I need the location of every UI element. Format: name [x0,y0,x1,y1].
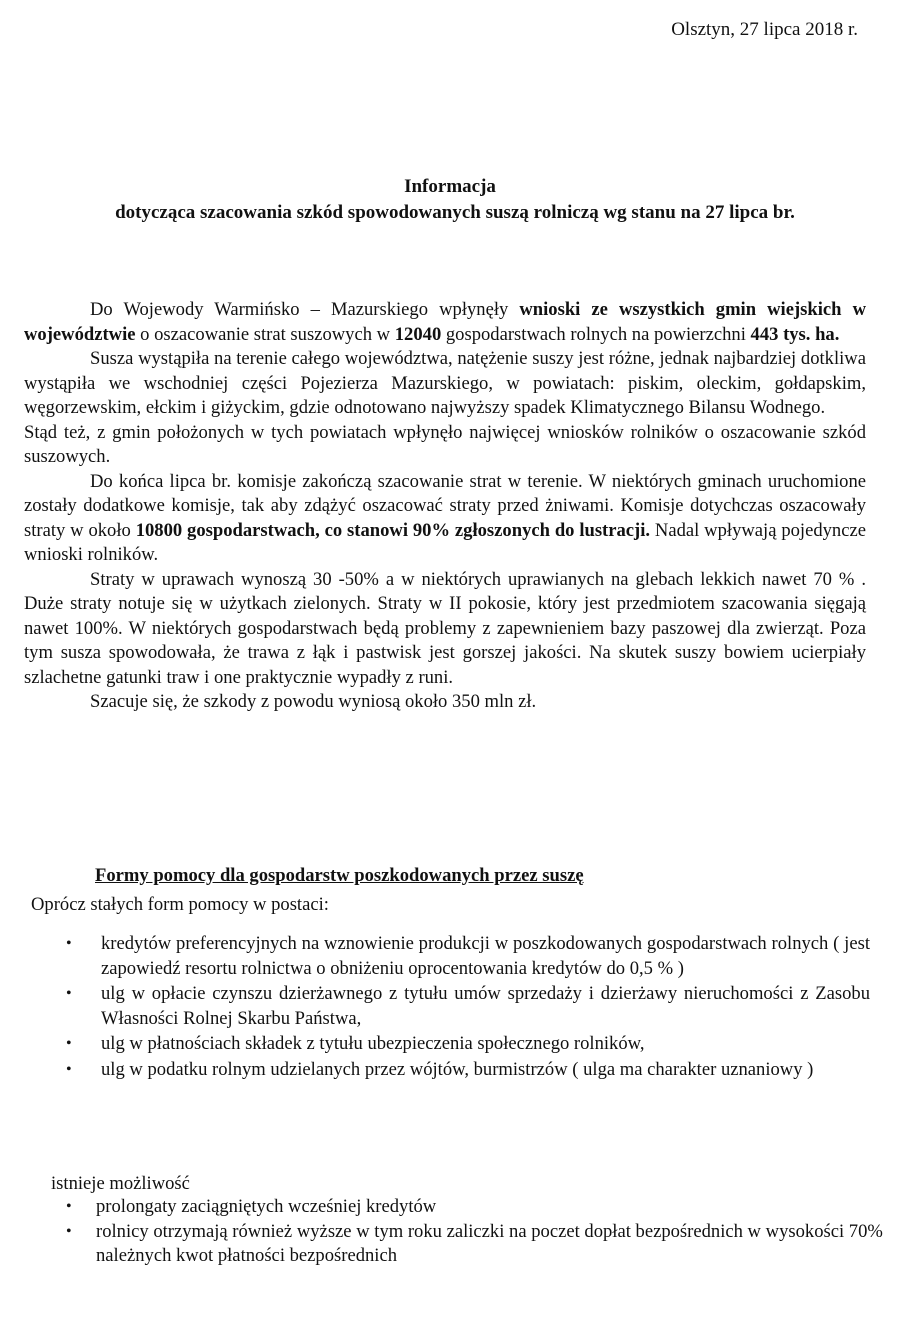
list-item: • ulg w podatku rolnym udzielanych przez wójtów, burmistrzów ( ulga ma charakter uznaniowy ) [64,1058,870,1083]
paragraph-most-applications: Stąd też, z gmin położonych w tych powiatach wpłynęło najwięcej wniosków rolników o oszacowanie szkód suszowych. [24,421,866,467]
p1-text-e: gospodarstwach rolnych na powierzchni [441,323,751,345]
document-date: Olsztyn, 27 lipca 2018 r. [671,19,858,40]
list-item: • kredytów preferencyjnych na wznowienie produkcji w poszkodowanych gospodarstwach rolnych ( jest zapowiedź resortu rolnictwa o obniżeniu oprocentowania kredytów do 0,5 % ) [64,932,870,981]
p4-text-c: Nadal wpływają pojedyncze wnioski rolników. [24,519,866,565]
p4-text-a: Do końca lipca br. komisje zakończą szacowanie strat w terenie. W niektórych gminach uruchomione zostały dodatkowe komisje, tak aby zdążyć oszacować straty przed żniwami. Komisje dotychczas oszacowały straty w około [24,470,866,541]
paragraph-drought-extent: Susza wystąpiła na terenie całego województwa, natężenie suszy jest różne, jednak najbardziej dotkliwa wystąpiła we wschodniej części Pojezierza Mazurskiego, w powiatach: piskim, oleckim, gołdapskim, węgorzewskim, ełckim i giżyckim, gdzie odnotowano najwyższy spadek Klimatycznego Bilansu Wodnego. [24,348,866,418]
list-item: • ulg w opłacie czynszu dzierżawnego z tytułu umów sprzedaży i dzierżawy nieruchomości z Zasobu Własności Rolnej Skarbu Państwa, [64,982,870,1031]
title-line-2: dotycząca szacowania szkód spowodowanych suszą rolniczą wg stanu na 27 lipca br. [115,202,795,223]
list-item: • ulg w płatnościach składek z tytułu ubezpieczenia społecznego rolników, [64,1032,870,1057]
document-title [0,174,900,226]
possibility-label: istnieje możliwość [51,1173,190,1194]
p1-bold-gminy: wnioski ze wszystkich gmin wiejskich w województwie [24,299,866,345]
paragraph-estimate: Szacuje się, że szkody z powodu wyniosą około 350 mln zł. [90,691,537,712]
possibility-list [64,1195,884,1269]
p1-text-c: o oszacowanie strat suszowych w [135,323,395,345]
paragraph-commissions [24,470,866,568]
p1-bold-count: 12040 [394,323,442,345]
p4-bold-progress: 10800 gospodarstwach, co stanowi 90% zgłoszonych do lustracji. [135,519,651,541]
section-intro: Oprócz stałych form pomocy w postaci: [31,894,329,915]
p1-bold-area: 443 tys. ha. [750,323,840,345]
paragraph-losses: Straty w uprawach wynoszą 30 -50% a w niektórych uprawianych na glebach lekkich nawet 70 % . Duże straty notuje się w użytkach zielonych. Straty w II pokosie, który jest przedmiotem szacowania sięgają nawet 100%. W niektórych gospodarstwach będą problemy z zapewnieniem bazy paszowej dla zwierząt. Poza tym susza spowodowała, że trawa z łąk i pastwisk jest gorszej jakości. Na skutek suszy bowiem ucierpiały szlachetne gatunki traw i one praktycznie wypadły z runi. [24,568,866,688]
title-line-1: Informacja [404,176,496,197]
document-body [24,298,866,715]
paragraph-applications [24,298,866,347]
list-item: • rolnicy otrzymają również wyższe w tym roku zaliczki na poczet dopłat bezpośrednich w wysokości 70% należnych kwot płatności bezpośrednich [64,1220,884,1269]
p1-text-a: Do Wojewody Warmińsko – Mazurskiego wpłynęły [90,299,520,320]
aid-forms-list [64,932,870,1083]
list-item: • prolongaty zaciągniętych wcześniej kredytów [64,1195,884,1220]
section-heading: Formy pomocy dla gospodarstw poszkodowanych przez suszę [95,865,584,886]
